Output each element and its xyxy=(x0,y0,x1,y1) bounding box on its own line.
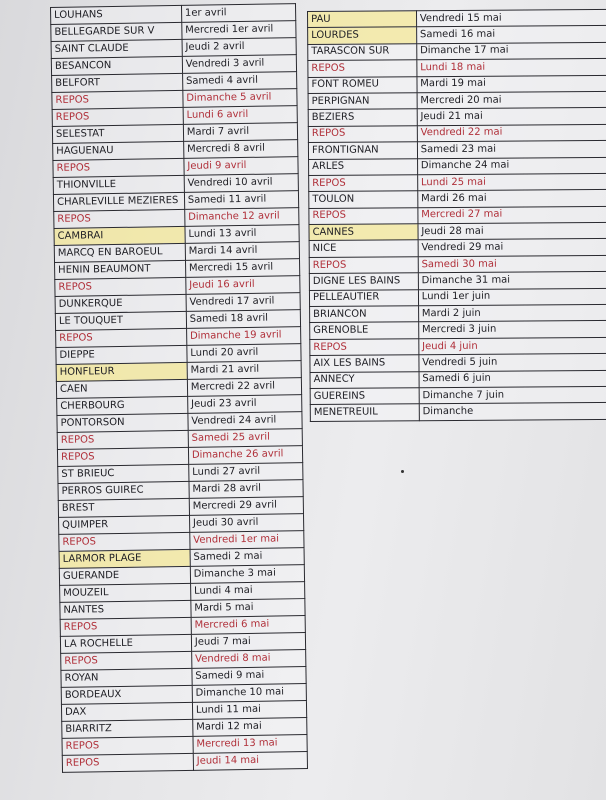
city-cell: ST BRIEUC xyxy=(58,464,189,483)
date-cell: Jeudi 16 avril xyxy=(186,276,300,295)
date-cell: Samedi 6 juin xyxy=(419,370,606,388)
city-cell: REPOS xyxy=(309,207,418,224)
schedule-table-may-june xyxy=(307,9,606,422)
city-cell: REPOS xyxy=(308,60,417,77)
date-cell: Mardi 26 mai xyxy=(418,190,606,208)
date-cell: Samedi 25 avril xyxy=(188,429,302,448)
date-cell: Samedi 16 mai xyxy=(416,26,606,44)
city-cell: REPOS xyxy=(309,257,418,274)
schedule-row xyxy=(309,206,606,225)
date-cell: Mercredi 15 avril xyxy=(185,259,299,278)
date-cell: Mercredi 27 mai xyxy=(418,206,606,224)
date-cell: Jeudi 30 avril xyxy=(189,514,303,533)
city-cell: REPOS xyxy=(56,328,187,347)
date-cell: Mardi 21 avril xyxy=(187,361,301,380)
city-cell: TOULON xyxy=(309,191,418,208)
city-cell: REPOS xyxy=(53,158,184,177)
city-cell: HAGUENAU xyxy=(53,141,184,160)
city-cell: REPOS xyxy=(308,125,417,142)
city-cell: LARMOR PLAGE xyxy=(59,549,190,568)
date-cell: Dimanche 10 mai xyxy=(192,684,306,703)
date-cell: Lundi 1er juin xyxy=(418,288,606,306)
date-cell: Lundi 20 avril xyxy=(187,344,301,363)
city-cell: BELLEGARDE SUR V xyxy=(51,22,182,41)
city-cell: BESANCON xyxy=(51,56,182,75)
date-cell: Samedi 23 mai xyxy=(417,140,606,158)
date-cell: Dimanche 3 mai xyxy=(190,565,304,584)
date-cell: Dimanche xyxy=(419,403,606,421)
date-cell: Samedi 2 mai xyxy=(190,548,304,567)
city-cell: GRENOBLE xyxy=(310,322,419,339)
schedule-row xyxy=(309,272,606,291)
city-cell: REPOS xyxy=(61,651,192,670)
schedule-row xyxy=(309,239,606,258)
date-cell: Mercredi 20 mai xyxy=(417,91,606,109)
date-cell: Dimanche 19 avril xyxy=(186,327,300,346)
city-cell: REPOS xyxy=(57,447,188,466)
schedule-row xyxy=(308,9,606,28)
city-cell: GUEREINS xyxy=(310,388,419,405)
city-cell: SELESTAT xyxy=(52,124,183,143)
city-cell: LOURDES xyxy=(308,27,417,44)
city-cell: BRIANCON xyxy=(310,306,419,323)
city-cell: NICE xyxy=(309,240,418,257)
date-cell: Mercredi 6 mai xyxy=(191,616,305,635)
city-cell: MARCQ EN BAROEUL xyxy=(54,243,185,262)
date-cell: Vendredi 10 avril xyxy=(184,174,298,193)
city-cell: CAMBRAI xyxy=(54,226,185,245)
date-cell: Dimanche 7 juin xyxy=(419,386,606,404)
city-cell: REPOS xyxy=(57,430,188,449)
schedule-row xyxy=(309,222,606,241)
city-cell: BORDEAUX xyxy=(61,685,192,704)
date-cell: Vendredi 22 mai xyxy=(417,124,606,142)
schedule-row xyxy=(308,75,606,94)
date-cell: Lundi 27 avril xyxy=(189,463,303,482)
city-cell: REPOS xyxy=(54,209,185,228)
date-cell: Vendredi 17 avril xyxy=(186,293,300,312)
date-cell: Mercredi 3 juin xyxy=(418,321,606,339)
schedule-row xyxy=(308,124,606,143)
date-cell: Mardi 12 mai xyxy=(193,718,307,737)
date-cell: Dimanche 24 mai xyxy=(417,157,606,175)
schedule-row xyxy=(308,91,606,110)
city-cell: REPOS xyxy=(62,753,193,772)
date-cell: Dimanche 31 mai xyxy=(418,272,606,290)
schedule-row xyxy=(309,190,606,209)
city-cell: DIEPPE xyxy=(56,345,187,364)
date-cell: Vendredi 8 mai xyxy=(191,650,305,669)
schedule-row xyxy=(310,321,606,340)
city-cell: NANTES xyxy=(60,600,191,619)
city-cell: ANNECY xyxy=(310,371,419,388)
city-cell: LA ROCHELLE xyxy=(60,634,191,653)
city-cell: DUNKERQUE xyxy=(55,294,186,313)
schedule-row xyxy=(62,752,307,773)
city-cell: REPOS xyxy=(309,175,418,192)
date-cell: Jeudi 2 avril xyxy=(182,38,296,57)
date-cell: Mardi 5 mai xyxy=(191,599,305,618)
date-cell: Lundi 25 mai xyxy=(417,173,606,191)
date-cell: Samedi 11 avril xyxy=(184,191,298,210)
city-cell: SAINT CLAUDE xyxy=(51,39,182,58)
city-cell: ROYAN xyxy=(61,668,192,687)
date-cell: Lundi 6 avril xyxy=(183,106,297,125)
date-cell: Jeudi 14 mai xyxy=(193,752,307,771)
city-cell: REPOS xyxy=(59,532,190,551)
date-cell: Lundi 18 mai xyxy=(417,59,606,77)
city-cell: PONTORSON xyxy=(57,413,188,432)
date-cell: Dimanche 12 avril xyxy=(185,208,299,227)
city-cell: HONFLEUR xyxy=(56,362,187,381)
date-cell: Samedi 30 mai xyxy=(418,255,606,273)
city-cell: REPOS xyxy=(52,90,183,109)
date-cell: Jeudi 28 mai xyxy=(418,222,606,240)
city-cell: THIONVILLE xyxy=(53,175,184,194)
city-cell: AIX LES BAINS xyxy=(310,355,419,372)
date-cell: Samedi 9 mai xyxy=(192,667,306,686)
date-cell: Vendredi 15 mai xyxy=(416,9,606,27)
date-cell: Mardi 2 juin xyxy=(418,304,606,322)
city-cell: LE TOUQUET xyxy=(55,311,186,330)
date-cell: Mercredi 22 avril xyxy=(187,378,301,397)
date-cell: Vendredi 5 juin xyxy=(419,354,606,372)
city-cell: ARLES xyxy=(309,158,418,175)
date-cell: Lundi 13 avril xyxy=(185,225,299,244)
schedule-row xyxy=(308,140,606,159)
city-cell: REPOS xyxy=(62,736,193,755)
date-cell: 1er avril xyxy=(181,4,295,23)
date-cell: Vendredi 1er mai xyxy=(190,531,304,550)
city-cell: CAEN xyxy=(56,379,187,398)
city-cell: BREST xyxy=(58,498,189,517)
city-cell: GUERANDE xyxy=(59,566,190,585)
date-cell: Mardi 7 avril xyxy=(183,123,297,142)
date-cell: Mardi 28 avril xyxy=(189,480,303,499)
schedule-row xyxy=(309,255,606,274)
city-cell: MENETREUIL xyxy=(310,404,419,421)
date-cell: Jeudi 21 mai xyxy=(417,108,606,126)
date-cell: Jeudi 9 avril xyxy=(184,157,298,176)
paper-speck xyxy=(401,470,404,473)
city-cell: BELFORT xyxy=(52,73,183,92)
schedule-row xyxy=(308,108,606,127)
date-cell: Dimanche 17 mai xyxy=(417,42,606,60)
date-cell: Lundi 4 mai xyxy=(190,582,304,601)
city-cell: QUIMPER xyxy=(59,515,190,534)
city-cell: PERROS GUIREC xyxy=(58,481,189,500)
schedule-table-april-may xyxy=(50,3,308,773)
city-cell: REPOS xyxy=(310,339,419,356)
schedule-row xyxy=(309,173,606,192)
date-cell: Dimanche 26 avril xyxy=(188,446,302,465)
date-cell: Jeudi 4 juin xyxy=(419,337,606,355)
date-cell: Lundi 11 mai xyxy=(192,701,306,720)
city-cell: REPOS xyxy=(55,277,186,296)
city-cell: FRONTIGNAN xyxy=(308,142,417,159)
schedule-row xyxy=(310,403,606,422)
city-cell: DAX xyxy=(61,702,192,721)
city-cell: DIGNE LES BAINS xyxy=(309,273,418,290)
schedule-row xyxy=(310,370,606,389)
city-cell: REPOS xyxy=(52,107,183,126)
city-cell: CHERBOURG xyxy=(57,396,188,415)
city-cell: MOUZEIL xyxy=(60,583,191,602)
city-cell: LOUHANS xyxy=(51,5,182,24)
schedule-row xyxy=(308,42,606,61)
schedule-row xyxy=(309,288,606,307)
city-cell: PELLEAUTIER xyxy=(309,289,418,306)
schedule-row xyxy=(308,59,606,78)
date-cell: Mercredi 1er avril xyxy=(182,21,296,40)
date-cell: Mercredi 13 mai xyxy=(193,735,307,754)
city-cell: PAU xyxy=(308,11,417,28)
date-cell: Samedi 4 avril xyxy=(182,72,296,91)
date-cell: Mercredi 8 avril xyxy=(183,140,297,159)
city-cell: FONT ROMEU xyxy=(308,76,417,93)
city-cell: PERPIGNAN xyxy=(308,93,417,110)
schedule-row xyxy=(310,354,606,373)
schedule-row xyxy=(310,337,606,356)
schedule-row xyxy=(308,26,606,45)
schedule-row xyxy=(309,157,606,176)
date-cell: Vendredi 3 avril xyxy=(182,55,296,74)
city-cell: BEZIERS xyxy=(308,109,417,126)
date-cell: Dimanche 5 avril xyxy=(183,89,297,108)
date-cell: Jeudi 7 mai xyxy=(191,633,305,652)
city-cell: BIARRITZ xyxy=(62,719,193,738)
date-cell: Jeudi 23 avril xyxy=(187,395,301,414)
date-cell: Vendredi 29 mai xyxy=(418,239,606,257)
date-cell: Mardi 14 avril xyxy=(185,242,299,261)
city-cell: TARASCON SUR xyxy=(308,44,417,61)
city-cell: CANNES xyxy=(309,224,418,241)
schedule-row xyxy=(310,386,606,405)
date-cell: Mercredi 29 avril xyxy=(189,497,303,516)
date-cell: Vendredi 24 avril xyxy=(188,412,302,431)
city-cell: CHARLEVILLE MEZIERES xyxy=(53,192,184,211)
city-cell: REPOS xyxy=(60,617,191,636)
city-cell: HENIN BEAUMONT xyxy=(55,260,186,279)
schedule-row xyxy=(310,304,606,323)
date-cell: Mardi 19 mai xyxy=(417,75,606,93)
date-cell: Samedi 18 avril xyxy=(186,310,300,329)
